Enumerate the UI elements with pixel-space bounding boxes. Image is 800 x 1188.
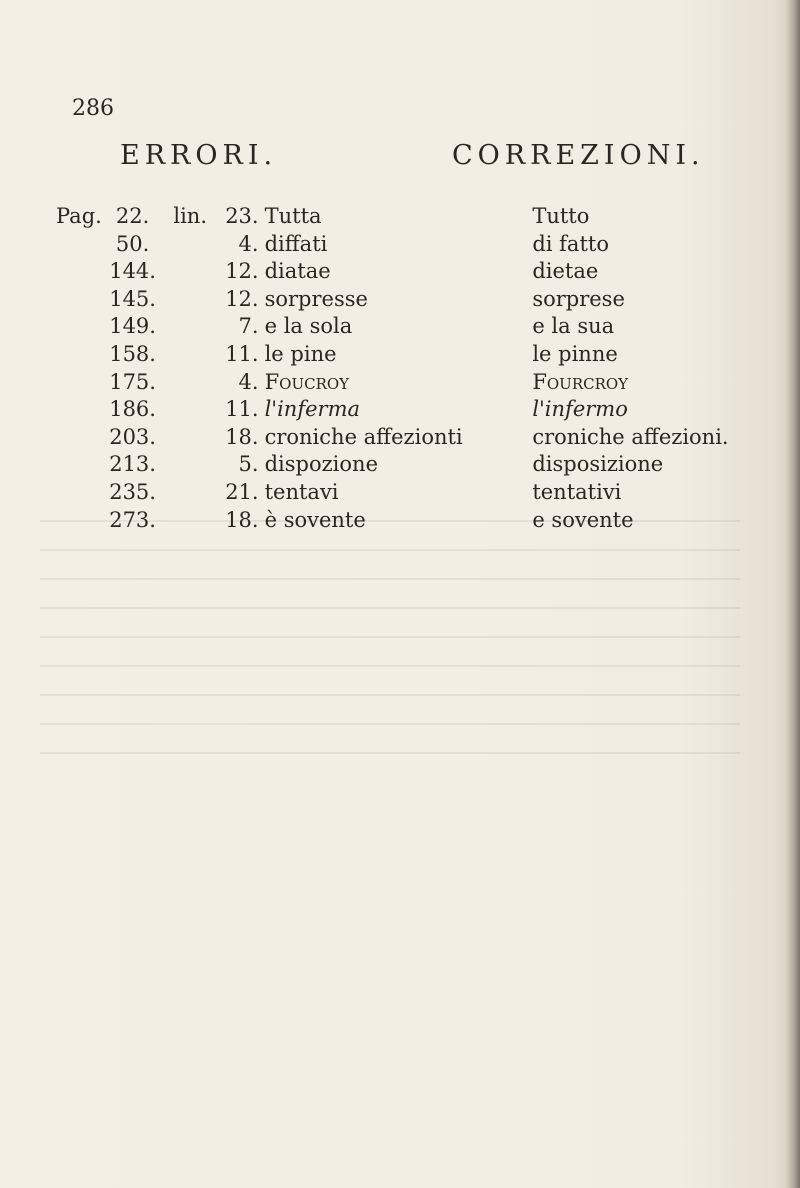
errata-error: l'inferma — [264, 397, 360, 422]
errata-lin — [163, 425, 213, 453]
errata-row — [56, 342, 800, 370]
errata-prefix — [56, 287, 102, 315]
errata-row — [56, 314, 800, 342]
errata-error: Tutta — [264, 204, 322, 228]
errata-lin — [163, 314, 213, 342]
errata-correction: disposizione — [532, 452, 664, 477]
errata-row — [56, 425, 800, 453]
errata-lin — [163, 480, 213, 508]
errata-prefix — [56, 425, 102, 453]
errata-prefix — [56, 232, 102, 260]
errata-page: 235. — [109, 479, 156, 504]
errata-line: 4. — [238, 369, 259, 394]
errata-header — [0, 140, 800, 180]
errata-error: le pine — [264, 341, 337, 366]
errata-correction: e la sua — [532, 314, 615, 339]
errata-prefix — [56, 259, 102, 287]
errata-correction: Fourcroy — [532, 369, 629, 394]
errata-row — [56, 287, 800, 315]
errata-error: croniche affezionti — [264, 424, 463, 449]
errata-correction: le pinne — [532, 341, 618, 366]
errata-lin — [163, 232, 213, 260]
errata-error: diffati — [264, 231, 328, 256]
errata-line: 12. — [225, 259, 259, 284]
errata-row — [56, 370, 800, 398]
header-corrections: CORREZIONI. — [452, 140, 705, 171]
errata-page: 273. — [109, 507, 156, 532]
errata-correction: l'infermo — [532, 397, 628, 422]
errata-correction: e sovente — [532, 507, 634, 532]
errata-row — [56, 232, 800, 260]
errata-row — [56, 259, 800, 287]
errata-page: 203. — [109, 424, 156, 449]
errata-prefix — [56, 452, 102, 480]
errata-line: 18. — [225, 507, 259, 532]
errata-page: 50. — [115, 231, 150, 256]
errata-correction: sorprese — [532, 286, 625, 311]
errata-lin: lin. — [173, 204, 207, 228]
errata-line: 11. — [225, 397, 259, 422]
errata-page: 213. — [109, 452, 156, 477]
errata-lin — [163, 508, 213, 536]
errata-page: 145. — [109, 286, 156, 311]
errata-body — [56, 204, 800, 535]
errata-row — [56, 397, 800, 425]
errata-correction: tentativi — [532, 479, 622, 504]
errata-table — [56, 204, 800, 535]
errata-prefix — [56, 370, 102, 398]
errata-line: 21. — [225, 479, 259, 504]
errata-error: tentavi — [264, 479, 339, 504]
errata-line: 18. — [225, 424, 259, 449]
errata-page: 186. — [109, 397, 156, 422]
errata-prefix — [56, 314, 102, 342]
errata-row — [56, 480, 800, 508]
errata-error: Foucroy — [264, 369, 350, 394]
errata-lin — [163, 287, 213, 315]
errata-page: 144. — [109, 259, 156, 284]
errata-error: dispozione — [264, 452, 378, 477]
errata-prefix — [56, 397, 102, 425]
errata-line: 23. — [225, 204, 259, 228]
errata-line: 4. — [238, 231, 259, 256]
errata-prefix — [56, 508, 102, 536]
errata-row — [56, 204, 800, 232]
errata-prefix — [56, 480, 102, 508]
bleed-through-texture — [40, 520, 740, 770]
errata-error: diatae — [264, 259, 331, 284]
errata-error: è sovente — [264, 507, 366, 532]
errata-lin — [163, 397, 213, 425]
errata-lin — [163, 452, 213, 480]
errata-prefix: Pag. — [56, 204, 102, 228]
errata-row — [56, 508, 800, 536]
page-number: 286 — [72, 96, 114, 121]
errata-line: 12. — [225, 286, 259, 311]
errata-line: 7. — [238, 314, 259, 339]
header-errors: ERRORI. — [120, 140, 278, 171]
errata-error: sorpresse — [264, 286, 368, 311]
errata-lin — [163, 342, 213, 370]
errata-correction: Tutto — [532, 204, 590, 228]
errata-lin — [163, 370, 213, 398]
errata-line: 11. — [225, 341, 259, 366]
errata-correction: dietae — [532, 259, 599, 284]
errata-line: 5. — [238, 452, 259, 477]
errata-page: 158. — [109, 341, 156, 366]
errata-error: e la sola — [264, 314, 353, 339]
errata-row — [56, 452, 800, 480]
errata-prefix — [56, 342, 102, 370]
errata-page: 149. — [109, 314, 156, 339]
errata-page: 175. — [109, 369, 156, 394]
errata-page: 22. — [115, 204, 150, 228]
errata-lin — [163, 259, 213, 287]
errata-correction: croniche affezioni. — [532, 424, 729, 449]
errata-correction: di fatto — [532, 231, 609, 256]
